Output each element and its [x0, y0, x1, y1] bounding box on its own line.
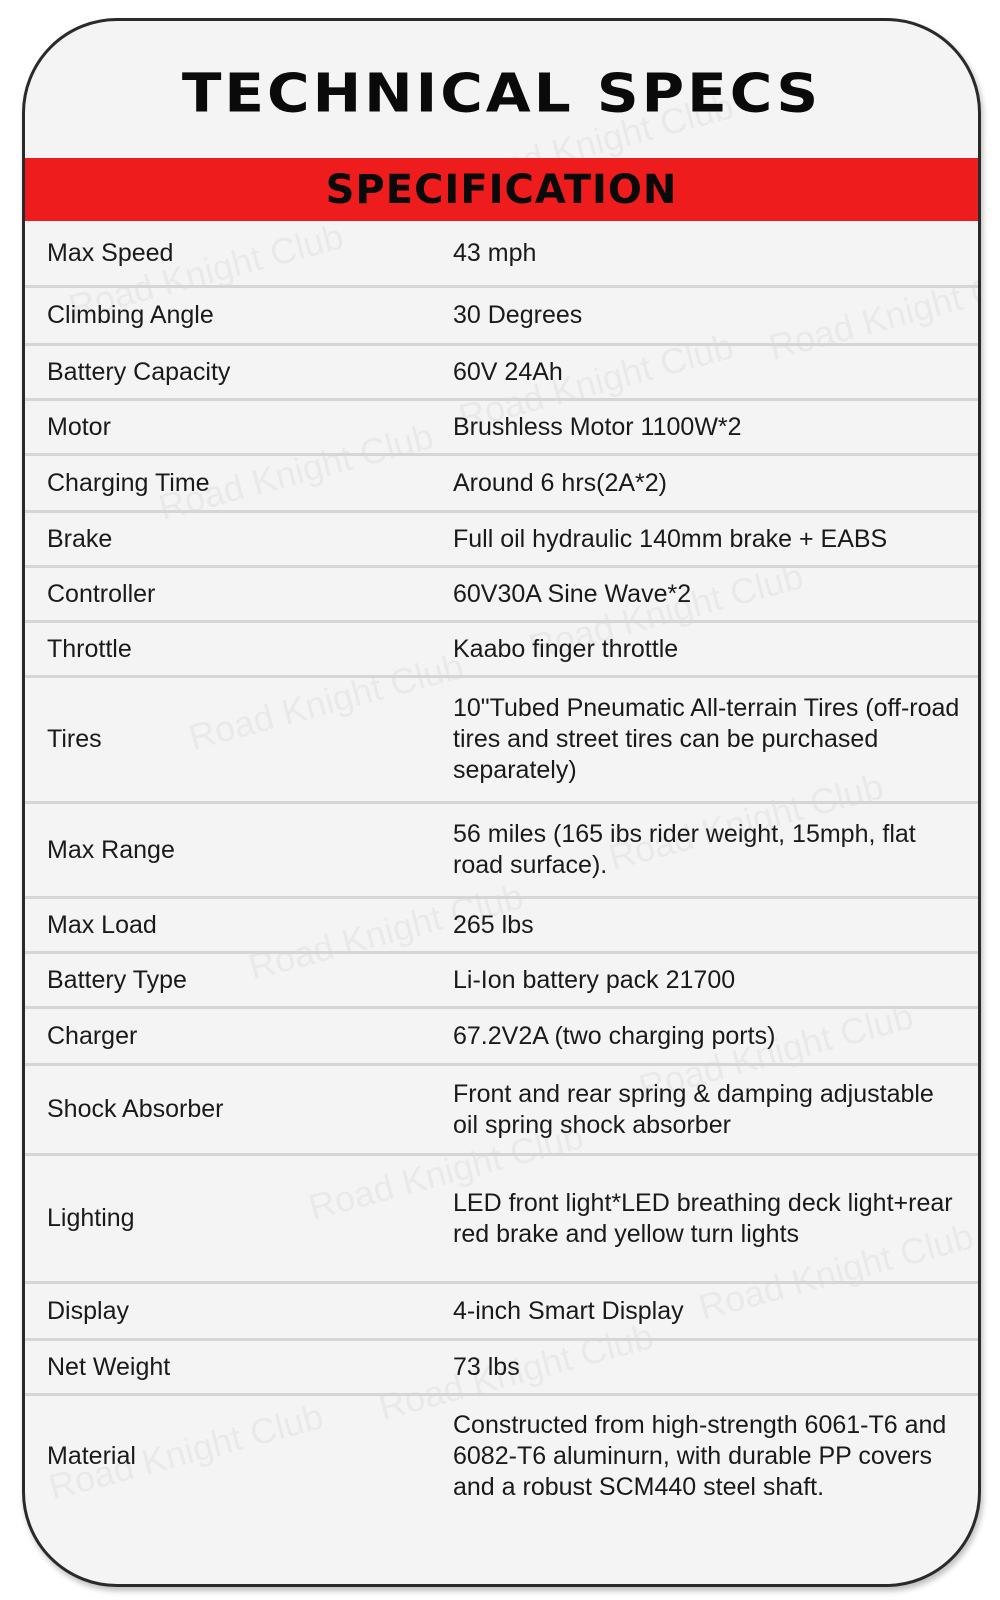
spec-value: 265 lbs	[453, 910, 534, 939]
spec-label: Throttle	[47, 634, 132, 663]
spec-value: 67.2V2A (two charging ports)	[453, 1021, 776, 1050]
spec-label: Material	[47, 1441, 136, 1470]
spec-label: Net Weight	[47, 1352, 171, 1381]
spec-label: Battery Type	[47, 965, 187, 994]
spec-label: Display	[47, 1296, 129, 1325]
spec-card	[22, 18, 981, 1587]
spec-value: 73 lbs	[453, 1352, 520, 1381]
spec-row	[25, 568, 978, 623]
spec-label: Charging Time	[47, 468, 210, 497]
spec-value: Around 6 hrs(2A*2)	[453, 468, 668, 497]
spec-value: 4-inch Smart Display	[453, 1296, 684, 1325]
spec-value: Brushless Motor 1100W*2	[453, 412, 742, 441]
section-banner	[25, 158, 978, 221]
spec-row	[25, 221, 978, 288]
spec-label: Climbing Angle	[47, 301, 214, 329]
spec-value: 60V 24Ah	[453, 357, 563, 386]
spec-value: 30 Degrees	[453, 301, 583, 329]
spec-label: Motor	[47, 412, 111, 441]
spec-row	[25, 288, 978, 346]
spec-label: Tires	[47, 725, 102, 753]
spec-row	[25, 954, 978, 1009]
spec-label: Lighting	[47, 1204, 135, 1232]
spec-table	[25, 221, 978, 1516]
spec-value: LED front light*LED breathing deck light+rear red brake and yellow turn lights	[453, 1188, 953, 1248]
spec-value: Full oil hydraulic 140mm brake + EABS	[453, 524, 888, 553]
spec-value: 43 mph	[453, 238, 537, 267]
spec-row	[25, 804, 978, 899]
spec-row	[25, 401, 978, 456]
spec-row	[25, 1066, 978, 1156]
spec-value: Li-Ion battery pack 21700	[453, 965, 736, 994]
spec-row	[25, 1341, 978, 1396]
spec-row	[25, 346, 978, 401]
spec-value: Front and rear spring & damping adjustable oil spring shock absorber	[453, 1079, 934, 1139]
section-heading: SPECIFICATION	[325, 166, 678, 213]
spec-row	[25, 623, 978, 678]
spec-value: Kaabo finger throttle	[453, 634, 679, 663]
spec-label: Controller	[47, 579, 156, 608]
page-title: TECHNICAL SPECS	[181, 61, 822, 125]
spec-row	[25, 456, 978, 513]
spec-label: Max Speed	[47, 238, 174, 267]
spec-row	[25, 1009, 978, 1066]
spec-row	[25, 1284, 978, 1341]
spec-label: Battery Capacity	[47, 357, 231, 386]
spec-label: Charger	[47, 1021, 138, 1050]
spec-row	[25, 899, 978, 954]
spec-label: Max Load	[47, 910, 157, 939]
spec-row	[25, 513, 978, 568]
spec-value: 60V30A Sine Wave*2	[453, 579, 692, 608]
spec-value: Constructed from high-strength 6061-T6 and 6082-T6 aluminurn, with durable PP covers and a robust SCM440 steel shaft.	[453, 1410, 947, 1501]
spec-value: 10"Tubed Pneumatic All-terrain Tires (off-road tires and street tires can be purchased separately)	[453, 694, 960, 784]
spec-value: 56 miles (165 ibs rider weight, 15mph, flat road surface).	[453, 820, 916, 879]
spec-row	[25, 1156, 978, 1284]
spec-label: Max Range	[47, 835, 175, 864]
spec-label: Shock Absorber	[47, 1095, 224, 1123]
spec-label: Brake	[47, 524, 113, 553]
spec-row	[25, 678, 978, 804]
spec-row	[25, 1396, 978, 1516]
